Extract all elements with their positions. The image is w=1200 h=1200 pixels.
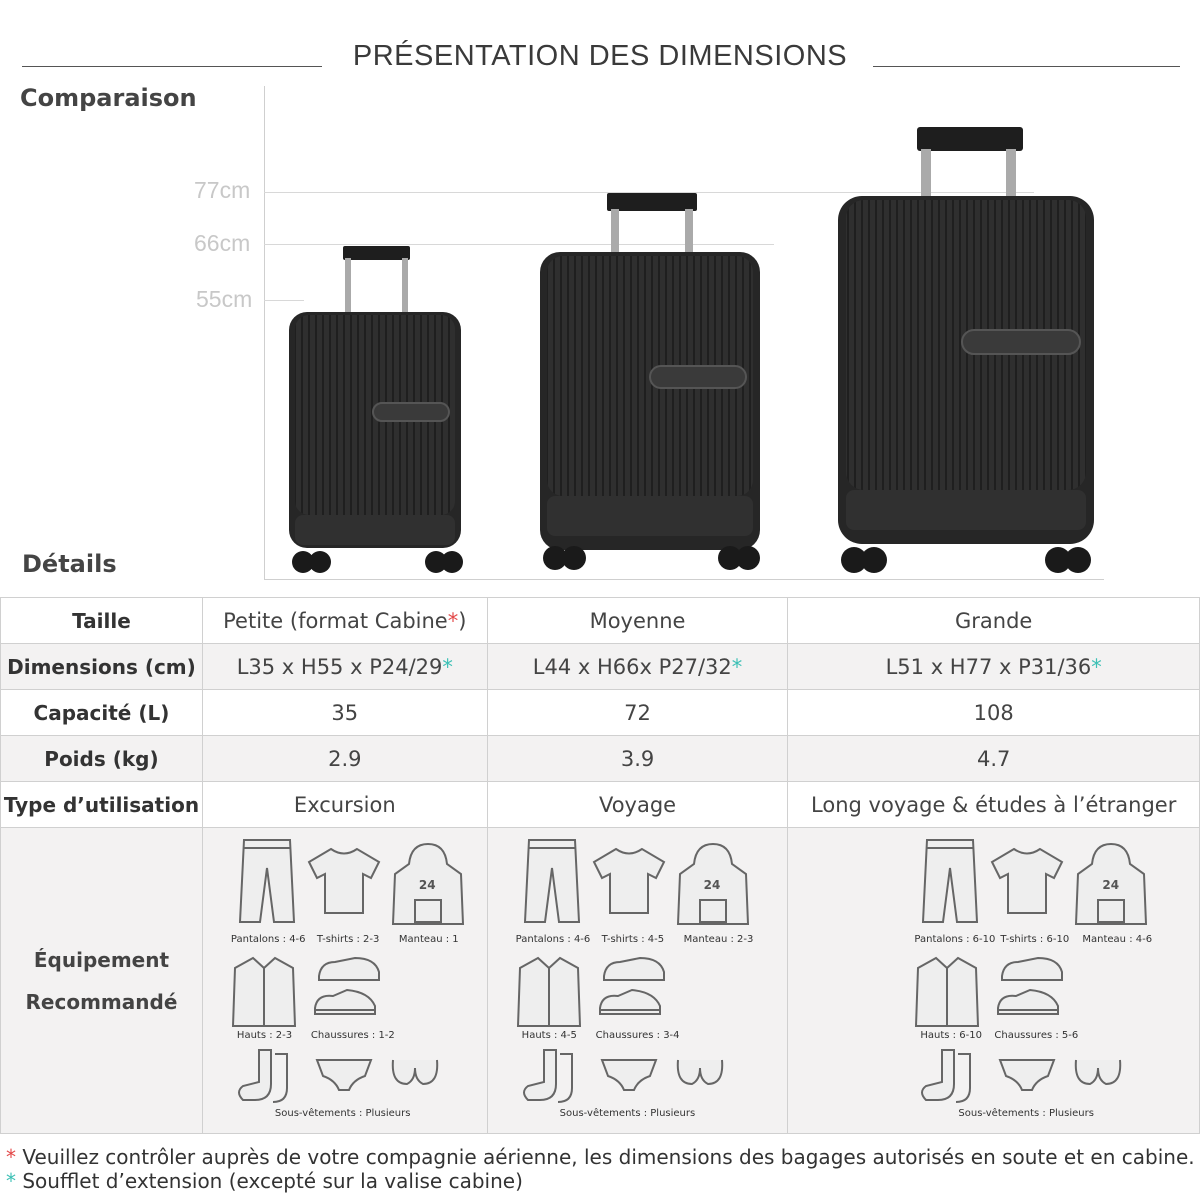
hoodie-number: 24 (703, 878, 721, 892)
pants-count-label: Pantalons : 4-6 (230, 934, 306, 945)
capacity-cell-large: 108 (788, 690, 1200, 736)
briefs-icon (315, 1056, 373, 1097)
capacity-cell-medium: 72 (487, 690, 788, 736)
dims-medium-star: * (731, 654, 743, 679)
hoodie-icon (1072, 842, 1150, 931)
usage-cell-small: Excursion (202, 782, 487, 828)
shirt-icon (516, 956, 582, 1033)
shoes-count-label: Chaussures : 5-6 (994, 1030, 1079, 1041)
coat-count-label: Manteau : 4-6 (1082, 934, 1153, 945)
hoodie-icon (674, 842, 752, 931)
footnote-airline-text: Veuillez contrôler auprès de votre compagnie aérienne, les dimensions des bagages autorisés en soute et en cabine. (22, 1145, 1195, 1169)
table-row-capacity (1, 690, 1200, 736)
dims-cell-small (202, 644, 487, 690)
size-cell-large: Grande (788, 598, 1200, 644)
equipment-group (886, 828, 1186, 1133)
socks-icon (518, 1048, 576, 1109)
weight-cell-large: 4.7 (788, 736, 1200, 782)
socks-icon (233, 1048, 291, 1109)
sneaker-icon (311, 988, 379, 1023)
pants-icon (238, 838, 296, 929)
capacity-cell-small: 35 (202, 690, 487, 736)
size-small-label: Petite (format Cabine (223, 608, 448, 633)
tshirts-count-label: T-shirts : 6-10 (1000, 934, 1070, 945)
footnote-airline-star: * (6, 1145, 16, 1169)
table-row-equipment (1, 828, 1200, 1134)
coat-count-label: Manteau : 1 (398, 934, 459, 945)
sneaker-icon (994, 988, 1062, 1023)
tshirt-icon (590, 846, 668, 921)
dims-large-star: * (1091, 654, 1102, 679)
pants-icon (921, 838, 979, 929)
bra-icon (674, 1054, 726, 1093)
equipment-cell-small (202, 828, 487, 1134)
usage-cell-medium: Voyage (487, 782, 788, 828)
tshirts-count-label: T-shirts : 2-3 (316, 934, 380, 945)
suitcase-comparison (0, 0, 1200, 590)
tshirt-icon (305, 846, 383, 921)
equipment-label-line2: Recommandé (25, 989, 178, 1014)
tops-count-label: Hauts : 2-3 (236, 1030, 293, 1041)
shirt-icon (231, 956, 297, 1033)
underwear-count-label: Sous-vêtements : Plusieurs (559, 1108, 696, 1119)
dimension-mark-66: 66cm (194, 230, 251, 256)
dimension-mark-55: 55cm (196, 286, 253, 312)
equipment-label-line1: Équipement (33, 947, 170, 972)
shirt-icon (914, 956, 980, 1033)
bra-icon (389, 1054, 441, 1093)
footnote-airline (6, 1145, 1195, 1169)
weight-cell-small: 2.9 (202, 736, 487, 782)
footnote-extension (6, 1169, 523, 1193)
dimension-mark-77: 77cm (194, 177, 251, 203)
underwear-count-label: Sous-vêtements : Plusieurs (958, 1108, 1094, 1119)
shoe-icon (998, 954, 1066, 989)
weight-cell-medium: 3.9 (487, 736, 788, 782)
shoes-count-label: Chaussures : 1-2 (310, 1030, 395, 1041)
table-row-weight (1, 736, 1200, 782)
row-header-equipment (1, 828, 203, 1134)
details-heading: Détails (22, 550, 117, 578)
row-header-size: Taille (1, 598, 203, 644)
dims-large-value: L51 x H77 x P31/36 (885, 654, 1092, 679)
hoodie-number: 24 (1102, 878, 1120, 892)
pants-count-label: Pantalons : 6-10 (914, 934, 996, 945)
shoe-icon (600, 954, 668, 989)
page-title: PRÉSENTATION DES DIMENSIONS (352, 40, 848, 72)
equipment-cell-large (788, 828, 1200, 1134)
pants-icon (523, 838, 581, 929)
shoe-icon (315, 954, 383, 989)
dims-small-star: * (442, 654, 453, 679)
hoodie-number: 24 (418, 878, 436, 892)
briefs-icon (600, 1056, 658, 1097)
pants-count-label: Pantalons : 4-6 (515, 934, 591, 945)
size-small-star: * (447, 608, 459, 633)
row-header-weight: Poids (kg) (1, 736, 203, 782)
equipment-group (488, 828, 788, 1133)
shoes-count-label: Chaussures : 3-4 (595, 1030, 680, 1041)
sneaker-icon (596, 988, 664, 1023)
bra-icon (1072, 1054, 1124, 1093)
row-header-capacity: Capacité (L) (1, 690, 203, 736)
table-row-dimensions (1, 644, 1200, 690)
size-cell-medium: Moyenne (487, 598, 788, 644)
size-cell-small (202, 598, 487, 644)
row-header-dimensions: Dimensions (cm) (1, 644, 203, 690)
tshirt-icon (988, 846, 1066, 921)
equipment-cell-medium (487, 828, 788, 1134)
dims-cell-medium (487, 644, 788, 690)
underwear-count-label: Sous-vêtements : Plusieurs (274, 1108, 411, 1119)
usage-cell-large: Long voyage & études à l’étranger (788, 782, 1200, 828)
size-small-close: ) (458, 608, 467, 633)
footnote-extension-star: * (6, 1169, 16, 1193)
equipment-group (203, 828, 503, 1133)
row-header-usage: Type d’utilisation (1, 782, 203, 828)
socks-icon (916, 1048, 974, 1109)
footnote-extension-text: Soufflet d’extension (excepté sur la valise cabine) (22, 1169, 523, 1193)
comparison-heading: Comparaison (20, 84, 197, 112)
suitcase-small-icon (289, 246, 463, 573)
suitcase-medium-icon (540, 193, 760, 570)
coat-count-label: Manteau : 2-3 (683, 934, 754, 945)
tops-count-label: Hauts : 4-5 (521, 1030, 577, 1041)
dims-medium-value: L44 x H66x P27/32 (532, 654, 732, 679)
hoodie-icon (389, 842, 467, 931)
dims-small-value: L35 x H55 x P24/29 (236, 654, 443, 679)
suitcase-large-icon (838, 127, 1094, 573)
tshirts-count-label: T-shirts : 4-5 (601, 934, 665, 945)
briefs-icon (998, 1056, 1056, 1097)
dims-cell-large (788, 644, 1200, 690)
details-table (0, 597, 1200, 1134)
table-row-usage (1, 782, 1200, 828)
table-row-size (1, 598, 1200, 644)
tops-count-label: Hauts : 6-10 (920, 1030, 982, 1041)
